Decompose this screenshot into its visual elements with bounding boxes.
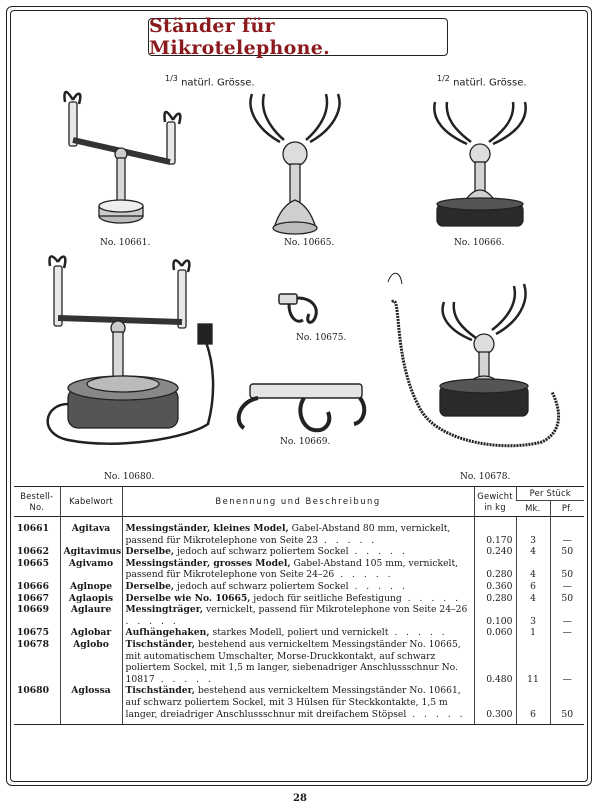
scale-fraction: 1/2 bbox=[437, 74, 450, 83]
stand-10661-illustration bbox=[55, 88, 195, 238]
page-number: 28 bbox=[293, 793, 307, 804]
row-weight: 0.280 bbox=[474, 593, 516, 605]
holder-10669-illustration bbox=[232, 378, 372, 436]
title-banner bbox=[148, 15, 448, 59]
row-leader-dots: . . . . . bbox=[348, 580, 408, 592]
row-leader-dots: . . . . . bbox=[406, 708, 466, 720]
row-description bbox=[122, 604, 474, 627]
row-description bbox=[122, 546, 474, 558]
row-description-text: Gabel-Abstand 80 mm, vernickelt, passend für Mikrotelephone von Seite 23 bbox=[125, 523, 451, 546]
row-leader-dots: . . . . . bbox=[334, 569, 394, 581]
row-description-bold: Tischständer, bbox=[125, 685, 195, 697]
row-price-pf: — bbox=[550, 639, 584, 685]
row-price-mk: 4 bbox=[516, 558, 550, 581]
row-description bbox=[122, 639, 474, 685]
row-description-text: bestehend aus vernickeltem Messingständer No. 10665, mit automatischem Umschalter, Morse-Druckkontakt, auf schwarz poliertem Sockel, mit 1,5 m langer, siebenadriger Anschlussschnur No. 10817 bbox=[125, 638, 461, 685]
caption-10669: No. 10669. bbox=[280, 437, 331, 447]
row-kabelwort: Aglobar bbox=[60, 627, 122, 639]
row-weight: 0.300 bbox=[474, 685, 516, 724]
table-row bbox=[14, 546, 584, 558]
caption-10665: No. 10665. bbox=[284, 238, 335, 248]
scale-fraction: 1/3 bbox=[165, 74, 178, 83]
page-title: Ständer für Mikrotelephone. bbox=[149, 15, 331, 59]
row-price-pf: — bbox=[550, 517, 584, 547]
caption-10680: No. 10680. bbox=[104, 472, 155, 482]
stand-10678-illustration bbox=[392, 262, 567, 462]
row-kabelwort: Aglobo bbox=[60, 639, 122, 685]
header-pf: Pf. bbox=[550, 501, 584, 517]
caption-10675: No. 10675. bbox=[296, 333, 347, 343]
header-bestell-no: Bestell-No. bbox=[14, 487, 60, 517]
row-description-text: jedoch auf schwarz poliertem Sockel bbox=[174, 580, 349, 592]
row-description-bold: Messingständer, grosses Model, bbox=[125, 557, 291, 569]
row-price-mk: 4 bbox=[516, 593, 550, 605]
scale-text: natürl. Grösse. bbox=[181, 77, 255, 89]
row-weight: 0.360 bbox=[474, 581, 516, 593]
row-price-pf: — bbox=[550, 627, 584, 639]
caption-10678: No. 10678. bbox=[460, 472, 511, 482]
row-price-mk: 6 bbox=[516, 685, 550, 724]
row-weight: 0.060 bbox=[474, 627, 516, 639]
row-leader-dots: . . . . . bbox=[401, 592, 461, 604]
row-price-mk: 4 bbox=[516, 546, 550, 558]
row-description-bold: Messingträger, bbox=[125, 604, 204, 616]
row-price-pf: 50 bbox=[550, 593, 584, 605]
header-kabelwort: Kabelwort bbox=[60, 487, 122, 517]
row-price-mk: 11 bbox=[516, 639, 550, 685]
row-kabelwort: Aglossa bbox=[60, 685, 122, 724]
table-row bbox=[14, 639, 584, 685]
row-price-pf: 50 bbox=[550, 685, 584, 724]
hook-10675-illustration bbox=[275, 288, 325, 332]
row-bestell-no: 10669 bbox=[17, 604, 49, 616]
caption-10661: No. 10661. bbox=[100, 238, 151, 248]
row-description-text: starkes Modell, poliert und vernickelt bbox=[209, 627, 389, 639]
row-leader-dots: . . . . . bbox=[154, 673, 214, 685]
row-leader-dots: . . . . . bbox=[125, 615, 179, 627]
row-price-mk: 3 bbox=[516, 604, 550, 627]
row-description bbox=[122, 581, 474, 593]
row-bestell-no: 10665 bbox=[17, 557, 49, 569]
row-kabelwort: Aglaure bbox=[60, 604, 122, 627]
row-price-pf: — bbox=[550, 581, 584, 593]
row-bestell-no: 10667 bbox=[17, 592, 49, 604]
header-mk: Mk. bbox=[516, 501, 550, 517]
table-row bbox=[14, 627, 584, 639]
row-description bbox=[122, 517, 474, 547]
row-bestell-no: 10675 bbox=[17, 627, 49, 639]
row-bestell-no: 10661 bbox=[17, 523, 49, 534]
row-leader-dots: . . . . . bbox=[318, 534, 378, 546]
row-description bbox=[122, 685, 474, 724]
row-description-bold: Derselbe wie No. 10665, bbox=[125, 592, 251, 604]
row-description-bold: Messingständer, kleines Model, bbox=[125, 523, 289, 534]
row-price-mk: 1 bbox=[516, 627, 550, 639]
row-bestell-no: 10666 bbox=[17, 580, 49, 592]
table-row bbox=[14, 593, 584, 605]
row-price-mk: 3 bbox=[516, 517, 550, 547]
row-price-pf: 50 bbox=[550, 546, 584, 558]
row-weight: 0.480 bbox=[474, 639, 516, 685]
header-per-stueck: Per Stück bbox=[516, 487, 584, 501]
row-price-pf: 50 bbox=[550, 558, 584, 581]
row-bestell-no: 10662 bbox=[17, 546, 49, 558]
row-description-bold: Derselbe, bbox=[125, 546, 175, 558]
row-description bbox=[122, 593, 474, 605]
row-weight: 0.170 bbox=[474, 517, 516, 547]
row-leader-dots: . . . . . bbox=[388, 627, 448, 639]
header-gewicht: Gewicht in kg bbox=[474, 487, 516, 517]
stand-10680-illustration bbox=[38, 254, 218, 450]
row-description-text: jedoch für seitliche Befestigung bbox=[250, 592, 402, 604]
row-description-text: vernickelt, passend für Mikrotelephone von Seite 24–26 bbox=[203, 604, 468, 616]
scale-text: natürl. Grösse. bbox=[453, 77, 527, 89]
row-weight: 0.280 bbox=[474, 558, 516, 581]
row-weight: 0.100 bbox=[474, 604, 516, 627]
scale-note-left bbox=[165, 74, 255, 88]
row-kabelwort: Agitava bbox=[60, 517, 122, 547]
row-kabelwort: Agitavimus bbox=[60, 546, 122, 558]
row-bestell-no: 10678 bbox=[17, 638, 49, 650]
row-description-text: bestehend aus vernickeltem Messingständer No. 10661, auf schwarz poliertem Sockel, mit 3 Hülsen für Steckkontakte, 1,5 m langer, dreiadriger Anschlussschnur mit dreifachem Stöpsel bbox=[125, 685, 461, 720]
row-price-pf: — bbox=[550, 604, 584, 627]
stand-10665-illustration bbox=[240, 90, 350, 238]
row-weight: 0.240 bbox=[474, 546, 516, 558]
row-description bbox=[122, 627, 474, 639]
table-row bbox=[14, 517, 584, 547]
header-benennung: Benennung und Beschreibung bbox=[122, 487, 474, 517]
row-kabelwort: Aglnope bbox=[60, 581, 122, 593]
row-description-text: Gabel-Abstand 105 mm, vernickelt, passend für Mikrotelephone von Seite 24–26 bbox=[125, 557, 459, 581]
row-kabelwort: Agivamo bbox=[60, 558, 122, 581]
row-description-bold: Aufhängehaken, bbox=[125, 627, 210, 639]
table-row bbox=[14, 581, 584, 593]
row-leader-dots: . . . . . bbox=[348, 546, 408, 558]
row-bestell-no: 10680 bbox=[14, 685, 60, 724]
stand-10666-illustration bbox=[425, 92, 535, 238]
row-kabelwort: Aglaopis bbox=[60, 593, 122, 605]
row-description bbox=[122, 558, 474, 581]
row-description-text: jedoch auf schwarz poliertem Sockel bbox=[174, 546, 349, 558]
catalog-table-wrap bbox=[14, 486, 584, 725]
table-row bbox=[14, 558, 584, 581]
table-row bbox=[14, 604, 584, 627]
row-description-bold: Tischständer, bbox=[125, 638, 195, 650]
table-row bbox=[14, 685, 584, 724]
catalog-table bbox=[14, 486, 584, 725]
row-description-bold: Derselbe, bbox=[125, 580, 175, 592]
row-price-mk: 6 bbox=[516, 581, 550, 593]
caption-10666: No. 10666. bbox=[454, 238, 505, 248]
scale-note-right bbox=[437, 74, 527, 88]
catalog-table-body bbox=[14, 517, 584, 725]
